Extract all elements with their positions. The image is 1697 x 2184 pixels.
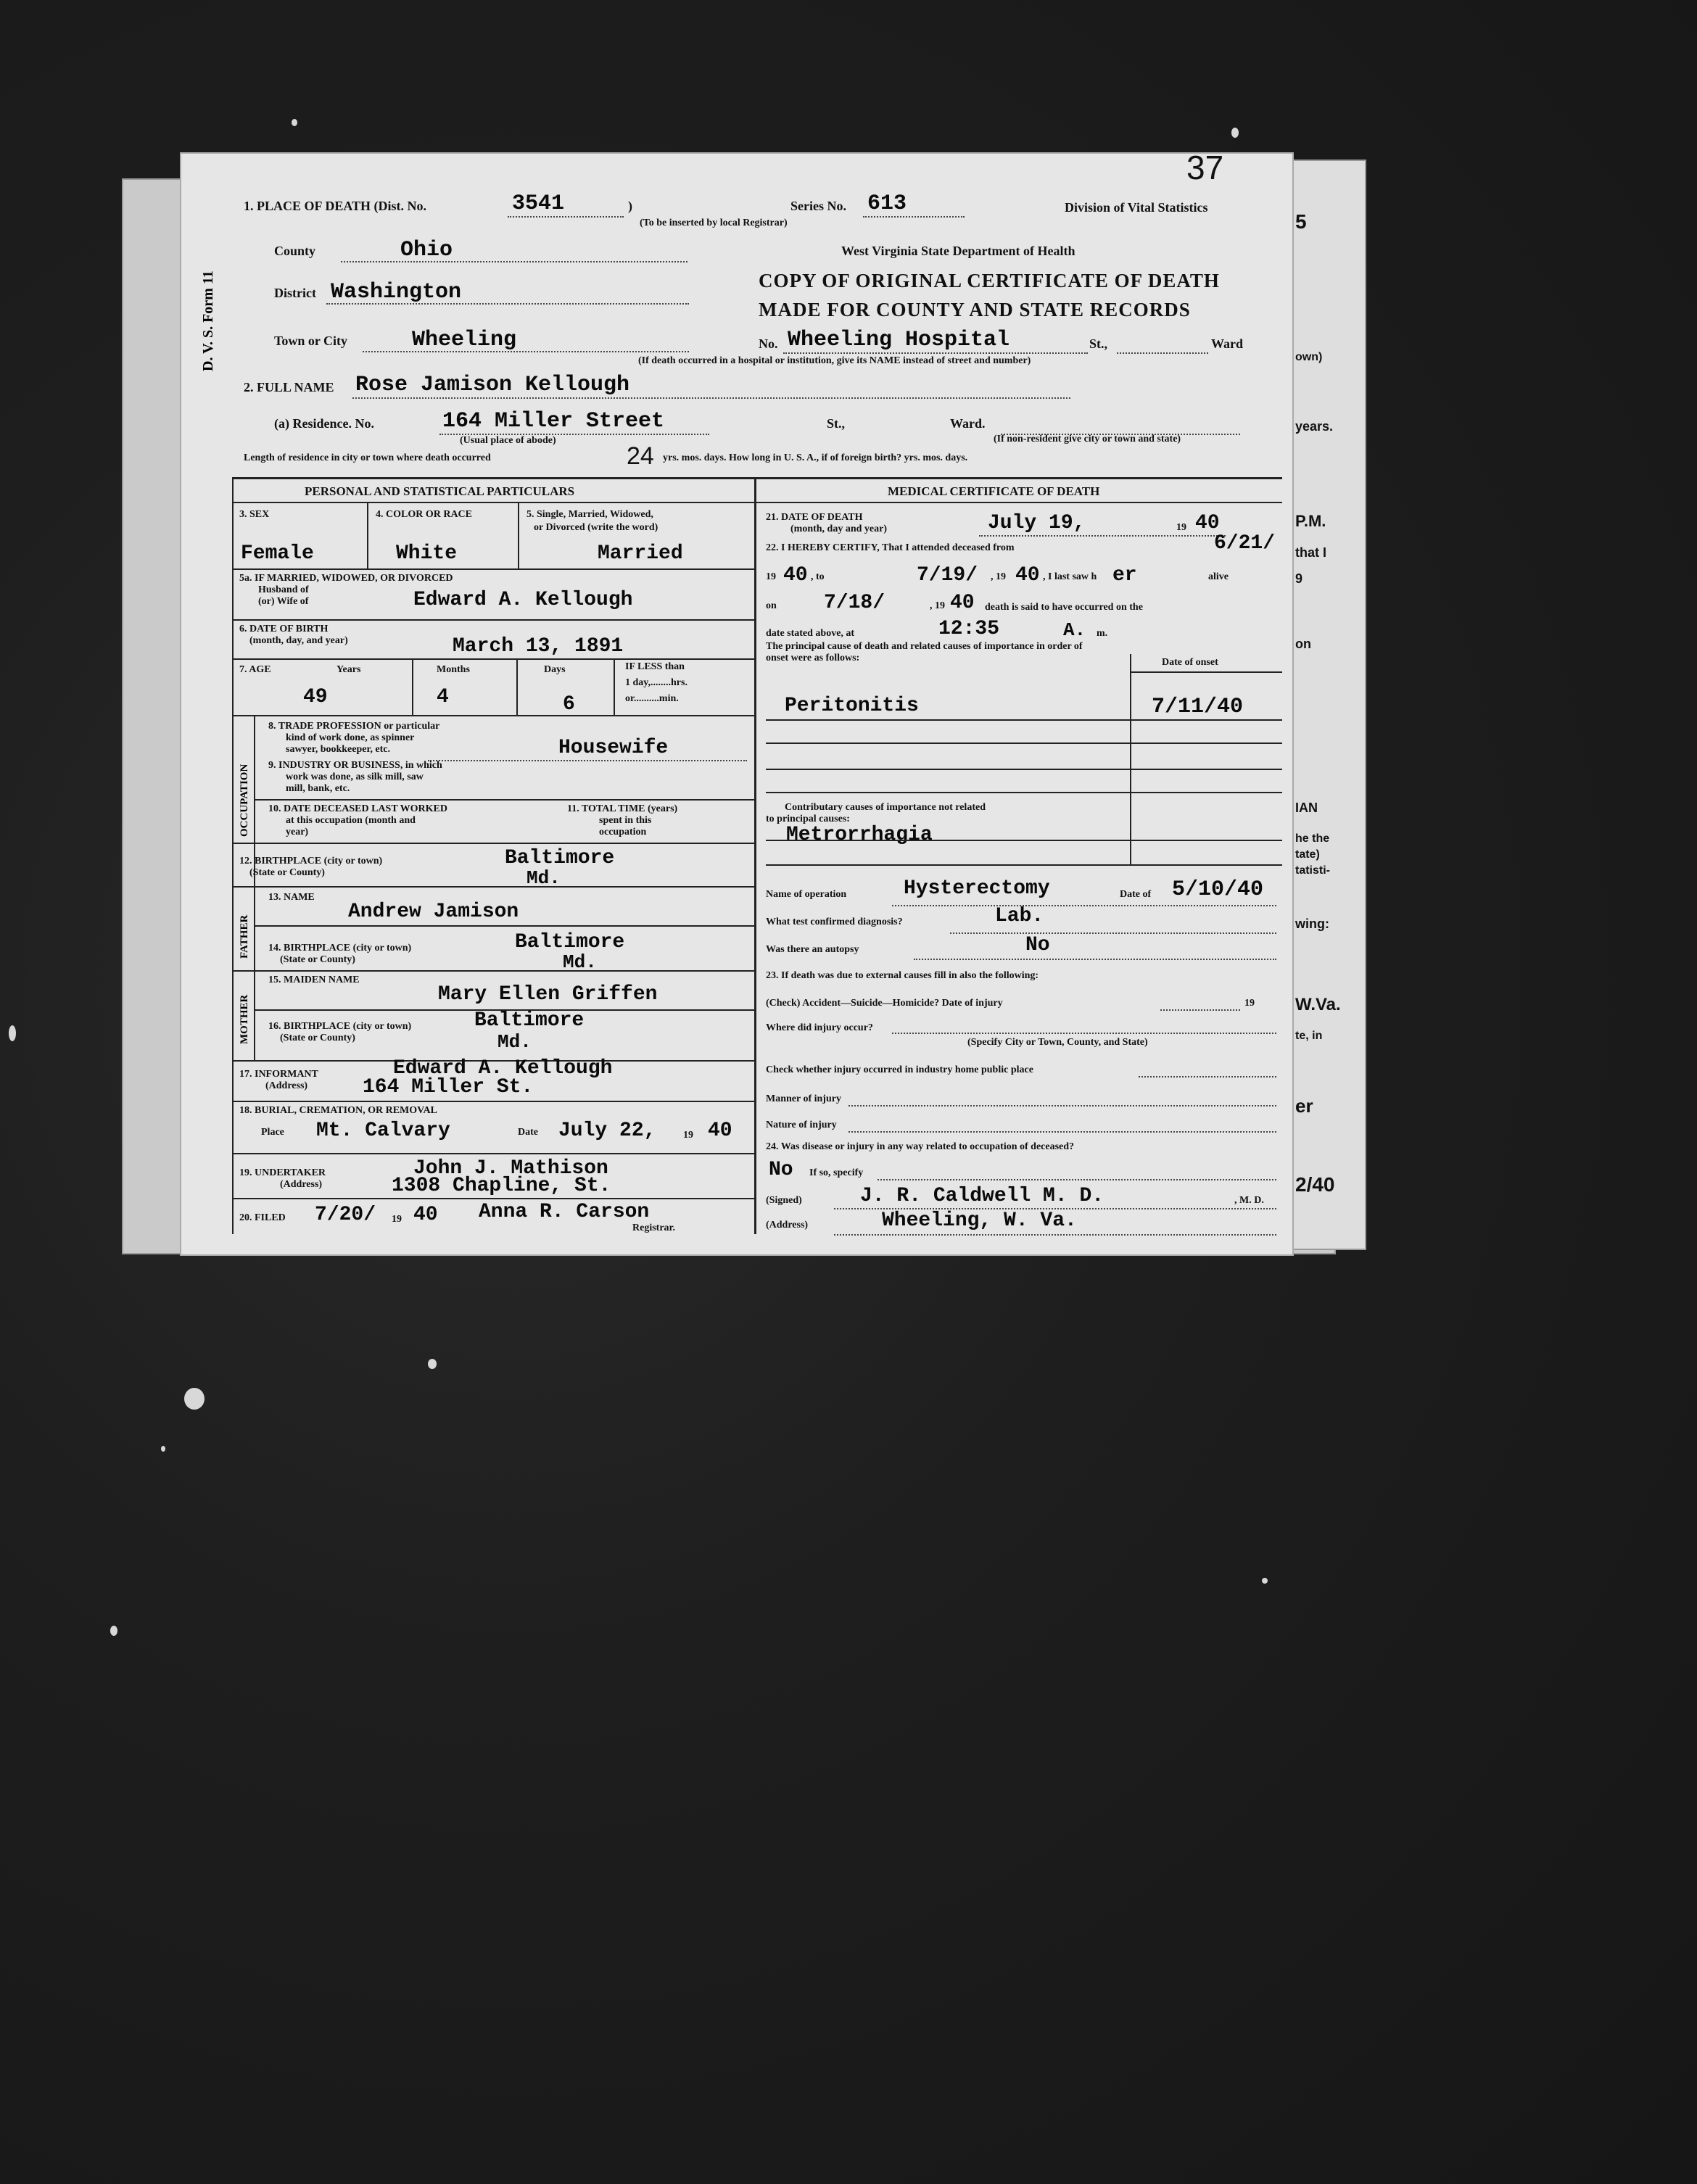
age-days: 6 [563,693,575,716]
residence-ward-label: Ward. [950,416,986,431]
length-years: 24 [627,442,654,470]
dust-speck [184,1388,205,1410]
seen-year-prefix: , 19 [930,600,945,611]
alive-label: alive [1208,571,1229,582]
spouse-label-1: 5a. IF MARRIED, WIDOWED, OR DIVORCED [239,573,453,584]
industry-label-1: 9. INDUSTRY OR BUSINESS, in which [268,760,442,771]
cause-of-death: Peritonitis [785,695,919,717]
sex-label: 3. SEX [239,509,270,520]
dist-no: 3541 [512,191,565,216]
test-confirmed: Lab. [995,905,1044,927]
edge-fragment: IAN [1295,801,1318,815]
signer-address: Wheeling, W. Va. [882,1209,1077,1232]
filed-date: 7/20/ [315,1204,376,1226]
signed-label: (Signed) [766,1195,802,1206]
address-no-label: No. [759,336,778,351]
where-label: Where did injury occur? [766,1022,873,1033]
last-saw: er [1112,564,1137,587]
onset-label: Date of onset [1162,657,1218,668]
full-name: Rose Jamison Kellough [355,373,630,397]
death-year: 40 [1195,512,1220,534]
hospital-note: (If death occurred in a hospital or institution, give its NAME instead of street and number) [638,355,1031,366]
registrar-note: (To be inserted by local Registrar) [640,218,788,228]
to-label: , to [811,571,825,582]
burial-date-label: Date [518,1127,538,1138]
edge-fragment: W.Va. [1295,995,1341,1014]
attended-to: 7/19/ [917,564,978,587]
signed: J. R. Caldwell M. D. [860,1185,1105,1207]
district-label: District [274,286,316,300]
death-said-label: death is said to have occurred on the [985,602,1143,613]
father-birthplace-label-2: (State or County) [280,954,355,965]
mother-side-label: MOTHER [239,994,250,1044]
last-saw-label: , I last saw h [1043,571,1097,582]
attended-from: 6/21/ [1214,532,1276,555]
dist-no-close: ) [628,199,632,213]
less-label-3: or..........min. [625,693,679,704]
contrib-label-1: Contributary causes of importance not related [785,802,986,813]
full-name-label: 2. FULL NAME [244,380,334,394]
burial-place: Mt. Calvary [316,1120,450,1142]
birthplace-state: Md. [527,867,561,889]
total-time-label-1: 11. TOTAL TIME (years) [567,803,678,814]
marital-label-1: 5. Single, Married, Widowed, [527,509,653,520]
spouse: Edward A. Kellough [413,589,633,611]
autopsy: No [1025,934,1050,956]
edge-fragment: 5 [1295,210,1307,233]
mother-birthplace-state: Md. [497,1031,532,1053]
undertaker-address: 1308 Chapline, St. [392,1175,611,1197]
operation: Hysterectomy [904,877,1050,900]
operation-date-label: Date of [1120,889,1152,900]
mother-name-label: 15. MAIDEN NAME [268,975,360,985]
marital-status: Married [598,542,683,565]
usual-abode-note: (Usual place of abode) [460,435,556,446]
external-label: 23. If death was due to external causes fill in also the following: [766,970,1039,981]
town: Wheeling [412,328,517,352]
residence: 164 Miller Street [442,409,665,434]
marital-label-2: or Divorced (write the word) [534,522,658,533]
dust-speck [161,1446,165,1452]
last-worked-label-3: year) [286,827,309,837]
father-side-label: FATHER [239,914,250,959]
check-year: 19 [1244,998,1255,1009]
length-of-residence-label: Length of residence in city or town where death occurred [244,452,491,463]
age-months: 4 [437,686,449,708]
certificate-title-2: MADE FOR COUNTY AND STATE RECORDS [759,299,1191,320]
less-label-2: 1 day,........hrs. [625,677,688,688]
underlying-card-right [1282,160,1366,1250]
informant-label-2: (Address) [265,1080,308,1091]
operation-label: Name of operation [766,889,847,900]
edge-fragment: that I [1295,545,1326,560]
edge-fragment: te, in [1295,1030,1323,1042]
series-label: Series No. [790,199,846,213]
birthplace-label-2: (State or County) [249,867,325,878]
date-of-death: July 19, [988,512,1086,534]
occupation-side-label: OCCUPATION [239,764,250,837]
cause-label-2: onset were as follows: [766,653,860,663]
father-birthplace-state: Md. [563,951,597,973]
nature-label: Nature of injury [766,1120,837,1130]
dust-speck [292,119,297,126]
manner-label: Manner of injury [766,1093,841,1104]
contributory-cause: Metrorrhagia [786,824,933,846]
county-label: County [274,244,316,258]
signer-address-label: (Address) [766,1220,809,1230]
series-no: 613 [867,191,907,216]
personal-heading: PERSONAL AND STATISTICAL PARTICULARS [305,484,575,498]
birthplace-label-1: 12. BIRTHPLACE (city or town) [239,856,383,866]
length-rest: yrs. mos. days. How long in U. S. A., if of foreign birth? yrs. mos. days. [663,452,968,463]
department-label: West Virginia State Department of Health [841,244,1075,258]
age-label: 7. AGE [239,664,271,675]
undertaker-label-2: (Address) [280,1179,323,1190]
nonresident-note: (If non-resident give city or town and state) [994,434,1181,444]
age-years: 49 [303,686,328,708]
informant: Edward A. Kellough [393,1057,613,1080]
district: Washington [331,280,462,305]
to-year-prefix: , 19 [991,571,1006,582]
dust-speck [1262,1578,1268,1584]
specify-label: If so, specify [809,1167,864,1178]
father-birthplace-label-1: 14. BIRTHPLACE (city or town) [268,943,412,954]
autopsy-label: Was there an autopsy [766,944,859,955]
st-label: St., [1089,336,1108,351]
edge-fragment: er [1295,1095,1313,1117]
mother-maiden-name: Mary Ellen Griffen [438,983,658,1006]
edge-fragment: he the [1295,832,1330,845]
filed-year-prefix: 19 [392,1214,402,1225]
occupation-question-label: 24. Was disease or injury in any way related to occupation of deceased? [766,1141,1075,1152]
industry-label-3: mill, bank, etc. [286,783,350,794]
days-label: Days [544,664,566,675]
filed-year: 40 [413,1204,438,1226]
division-label: Division of Vital Statistics [1065,200,1208,215]
total-time-label-3: occupation [599,827,647,837]
mother-birthplace-city: Baltimore [474,1009,585,1032]
hour-label: date stated above, at [766,628,855,639]
edge-fragment: tate) [1295,848,1320,861]
industry-check-label: Check whether injury occurred in industry home public place [766,1064,1033,1075]
industry-label-2: work was done, as silk mill, saw [286,772,424,782]
burial-place-label: Place [261,1127,284,1138]
dob-label-2: (month, day, and year) [249,635,348,646]
date-of-birth: March 13, 1891 [453,635,624,658]
certificate-title-1: COPY OF ORIGINAL CERTIFICATE OF DEATH [759,270,1220,291]
town-label: Town or City [274,334,348,348]
dob-label-1: 6. DATE OF BIRTH [239,624,329,634]
edge-fragment: own) [1295,351,1323,363]
date-of-death-label-2: (month, day and year) [790,524,888,534]
death-certificate-card [180,149,1294,1256]
m-label: m. [1097,628,1108,639]
residence-label: (a) Residence. No. [274,416,374,431]
hour-suffix: A. [1063,619,1086,641]
father-name-label: 13. NAME [268,892,315,903]
spouse-label-2: Husband of [258,584,309,595]
birthplace-city: Baltimore [505,847,615,869]
trade: Housewife [558,737,669,759]
last-worked-label-2: at this occupation (month and [286,815,416,826]
date-of-death-label-1: 21. DATE OF DEATH [766,512,863,523]
father-name: Andrew Jamison [348,901,519,923]
sex: Female [241,542,314,565]
father-birthplace-city: Baltimore [515,931,625,954]
mother-birthplace-label-1: 16. BIRTHPLACE (city or town) [268,1021,412,1032]
registrar-name: Anna R. Carson [479,1201,650,1223]
edge-fragment: tatisti- [1295,864,1330,877]
md-label: , M. D. [1234,1195,1264,1206]
edge-fragment: P.M. [1295,512,1326,530]
edge-fragment: 2/40 [1295,1173,1335,1196]
informant-label-1: 17. INFORMANT [239,1069,318,1080]
from-year: 40 [783,564,808,587]
operation-date: 5/10/40 [1172,877,1264,902]
test-label: What test confirmed diagnosis? [766,917,903,927]
contrib-label-2: to principal causes: [766,814,850,824]
edge-fragment: wing: [1295,917,1329,931]
occupation-related: No [769,1159,793,1181]
county: Ohio [400,238,453,262]
check-label: (Check) Accident—Suicide—Homicide? Date of injury [766,998,1003,1009]
ward-label: Ward [1211,336,1244,351]
spouse-label-3: (or) Wife of [258,596,309,607]
edge-fragment: on [1295,637,1311,651]
residence-st-label: St., [827,416,846,431]
total-time-label-2: spent in this [599,815,652,826]
race: White [396,542,458,565]
hour: 12:35 [938,618,1000,640]
medical-heading: MEDICAL CERTIFICATE OF DEATH [888,484,1100,498]
stamp-number: 37 [1186,149,1224,186]
place-of-death-label: 1. PLACE OF DEATH (Dist. No. [244,199,426,213]
certify-label: 22. I HEREBY CERTIFY, That I attended deceased from [766,542,1015,553]
edge-fragment: years. [1295,419,1334,434]
months-label: Months [437,664,470,675]
last-seen: 7/18/ [824,592,885,614]
registrar-label: Registrar. [632,1223,675,1233]
years-label: Years [336,664,361,675]
side-form-label: D. V. S. Form 11 [200,270,216,371]
on-label: on [766,600,777,611]
burial-year: 40 [708,1120,732,1142]
informant-address: 164 Miller St. [363,1076,534,1099]
filed-label: 20. FILED [239,1212,286,1223]
undertaker: John J. Mathison [413,1157,608,1180]
dust-speck [110,1626,117,1636]
cause-label-1: The principal cause of death and related causes of importance in order of [766,641,1083,652]
seen-year: 40 [950,592,975,614]
trade-label-3: sawyer, bookkeeper, etc. [286,744,391,755]
from-year-prefix: 19 [766,571,776,582]
trade-label-1: 8. TRADE PROFESSION or particular [268,721,440,732]
dust-speck [1231,128,1239,138]
to-year: 40 [1015,564,1040,587]
burial-year-prefix: 19 [683,1130,693,1141]
death-year-prefix: 19 [1176,522,1186,533]
specify-note: (Specify City or Town, County, and State) [967,1037,1148,1048]
undertaker-label-1: 19. UNDERTAKER [239,1167,326,1178]
burial-label: 18. BURIAL, CREMATION, OR REMOVAL [239,1105,437,1116]
dust-speck [9,1025,16,1041]
burial-date: July 22, [558,1120,656,1142]
death-address: Wheeling Hospital [788,328,1010,352]
race-label: 4. COLOR OR RACE [376,509,473,520]
less-label-1: IF LESS than [625,661,685,672]
dust-speck [428,1359,437,1369]
mother-birthplace-label-2: (State or County) [280,1033,355,1043]
last-worked-label-1: 10. DATE DECEASED LAST WORKED [268,803,448,814]
trade-label-2: kind of work done, as spinner [286,732,415,743]
cause-onset: 7/11/40 [1152,695,1244,719]
edge-fragment: 9 [1295,571,1303,586]
